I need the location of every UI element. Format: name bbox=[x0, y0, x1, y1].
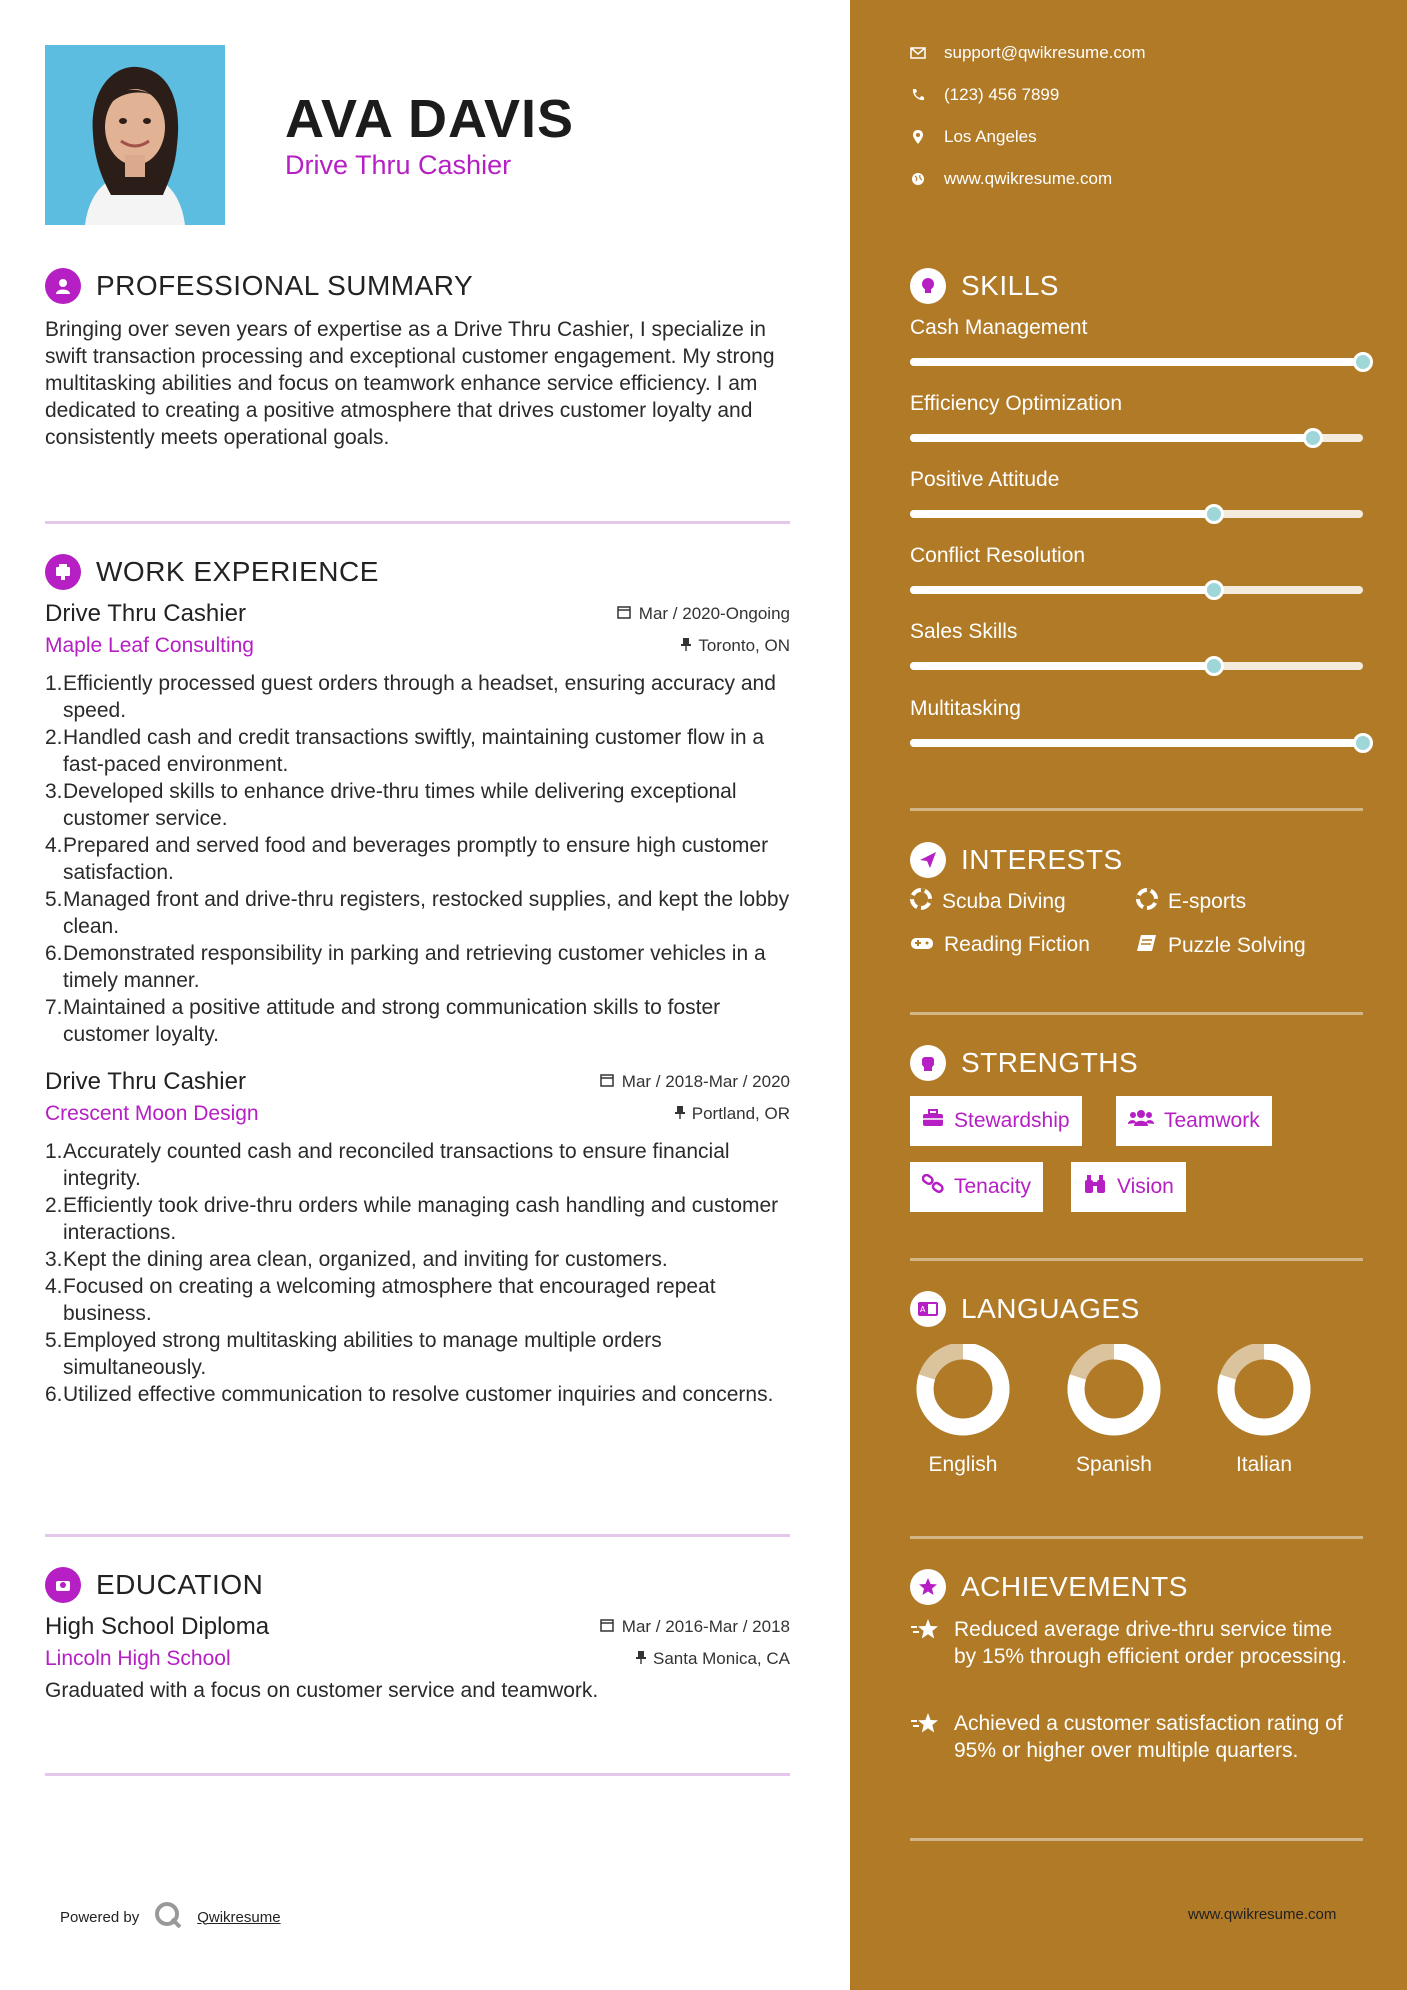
job-entry bbox=[45, 1068, 790, 1408]
lightbulb-icon bbox=[910, 268, 946, 304]
language-label: Spanish bbox=[1076, 1453, 1152, 1476]
interest-label: Puzzle Solving bbox=[1168, 934, 1306, 957]
job-date-text: Mar / 2020-Ongoing bbox=[638, 604, 790, 623]
strengths-title: STRENGTHS bbox=[961, 1047, 1139, 1078]
profile-photo bbox=[45, 45, 225, 225]
star-icon bbox=[910, 1616, 940, 1670]
link-icon bbox=[922, 1174, 944, 1200]
skill-name: Conflict Resolution bbox=[910, 544, 1086, 567]
language-ring bbox=[908, 1344, 1018, 1454]
book-icon bbox=[1136, 933, 1158, 959]
skill-bar bbox=[910, 662, 1363, 670]
lifebuoy-icon bbox=[910, 888, 932, 916]
section-divider bbox=[45, 1534, 790, 1537]
summary-text: Bringing over seven years of expertise as a Drive Thru Cashier, I specialize in swift transaction processing and exceptional customer engagement. My strong multitasking abilities and focus on teamwork enhance service efficiency. I am dedicated to creating a positive atmosphere that drives customer loyalty and consistently meets operational goals. bbox=[45, 318, 775, 449]
achievements-title: ACHIEVEMENTS bbox=[961, 1571, 1188, 1602]
list-item: 2. Handled cash and credit transactions swiftly, maintaining customer flow in a fast-paced environment. bbox=[45, 726, 765, 776]
skill-item bbox=[910, 620, 1363, 670]
lifebuoy-icon bbox=[1136, 888, 1158, 916]
education-date-text: Mar / 2016-Mar / 2018 bbox=[621, 1617, 790, 1636]
summary-header bbox=[45, 266, 790, 306]
duty-list bbox=[45, 670, 790, 1048]
skill-bar bbox=[910, 510, 1363, 518]
list-item: 3. Developed skills to enhance drive-thru times while delivering exceptional customer service. bbox=[45, 780, 737, 830]
section-divider bbox=[910, 1536, 1363, 1539]
job-entry bbox=[45, 600, 790, 1048]
list-item: 5. Managed front and drive-thru registers, restocked supplies, and kept the lobby clean. bbox=[45, 888, 790, 938]
strength-label: Vision bbox=[1117, 1175, 1174, 1198]
languages-header bbox=[910, 1289, 1140, 1329]
qwikresume-logo-icon bbox=[153, 1900, 183, 1934]
list-item: 7. Maintained a positive attitude and strong communication skills to foster customer loyalty. bbox=[45, 996, 721, 1046]
skill-fill bbox=[910, 358, 1363, 366]
map-marker-icon bbox=[910, 129, 926, 145]
skill-name: Efficiency Optimization bbox=[910, 392, 1123, 415]
skill-name: Multitasking bbox=[910, 697, 1021, 720]
candidate-name: AVA DAVIS bbox=[285, 89, 575, 149]
education-header bbox=[45, 1565, 790, 1605]
experience-header bbox=[45, 552, 790, 592]
strength-chip bbox=[910, 1096, 1082, 1146]
strength-chip bbox=[1071, 1162, 1186, 1212]
calendar-icon bbox=[600, 1617, 614, 1637]
binoculars-icon bbox=[1083, 1174, 1107, 1200]
list-item: 6. Demonstrated responsibility in parking and retrieving customer vehicles in a timely manner. bbox=[45, 942, 766, 992]
pin-icon bbox=[635, 1649, 647, 1669]
paper-plane-icon bbox=[910, 842, 946, 878]
interest-item bbox=[1136, 888, 1246, 916]
experience-section bbox=[45, 552, 790, 1408]
contact-email[interactable] bbox=[910, 43, 1146, 63]
skill-fill bbox=[910, 662, 1214, 670]
education-location-text: Santa Monica, CA bbox=[652, 1649, 790, 1668]
job-date-text: Mar / 2018-Mar / 2020 bbox=[621, 1072, 790, 1091]
qwikresume-link[interactable]: Qwikresume bbox=[197, 1908, 281, 1926]
skill-name: Sales Skills bbox=[910, 620, 1018, 643]
skill-name: Positive Attitude bbox=[910, 468, 1060, 491]
pin-icon bbox=[680, 636, 692, 656]
skill-bar bbox=[910, 434, 1363, 442]
section-divider bbox=[910, 1838, 1363, 1841]
skill-name: Cash Management bbox=[910, 316, 1088, 339]
interest-item bbox=[910, 933, 1090, 957]
skill-item bbox=[910, 316, 1363, 366]
job-title: Drive Thru Cashier bbox=[45, 1068, 246, 1095]
skill-slider-handle[interactable] bbox=[1353, 352, 1373, 372]
language-ring bbox=[1209, 1344, 1319, 1454]
footer-powered-by bbox=[60, 1900, 281, 1934]
list-item: 2. Efficiently took drive-thru orders while managing cash handling and customer interactions. bbox=[45, 1194, 779, 1244]
job-location-text: Portland, OR bbox=[691, 1104, 790, 1123]
star-badge-icon bbox=[910, 1569, 946, 1605]
contact-phone[interactable] bbox=[910, 85, 1059, 105]
education-date bbox=[600, 1617, 790, 1637]
achievements-header bbox=[910, 1567, 1188, 1607]
skills-title: SKILLS bbox=[961, 270, 1059, 301]
skill-item bbox=[910, 392, 1363, 442]
skill-fill bbox=[910, 586, 1214, 594]
powered-by-label: Powered by bbox=[60, 1908, 140, 1926]
skill-bar bbox=[910, 739, 1363, 747]
language-item bbox=[908, 1344, 1018, 1477]
section-divider bbox=[45, 521, 790, 524]
list-item: 1. Accurately counted cash and reconciled transactions to ensure financial integrity. bbox=[45, 1140, 730, 1190]
users-icon bbox=[1128, 1109, 1154, 1133]
degree-title: High School Diploma bbox=[45, 1613, 270, 1640]
strength-chip bbox=[1116, 1096, 1272, 1146]
pin-icon bbox=[674, 1104, 686, 1124]
job-date bbox=[600, 1072, 790, 1092]
list-item: 6. Utilized effective communication to resolve customer inquiries and concerns. bbox=[45, 1383, 774, 1406]
skill-slider-handle[interactable] bbox=[1204, 580, 1224, 600]
candidate-role: Drive Thru Cashier bbox=[285, 150, 512, 180]
section-divider bbox=[910, 1258, 1363, 1261]
strength-label: Stewardship bbox=[954, 1109, 1070, 1132]
education-title: EDUCATION bbox=[96, 1569, 264, 1600]
fist-icon bbox=[910, 1045, 946, 1081]
skill-item bbox=[910, 468, 1363, 518]
section-divider bbox=[910, 1012, 1363, 1015]
strength-label: Teamwork bbox=[1164, 1109, 1260, 1132]
language-label: English bbox=[928, 1453, 998, 1476]
achievement-text: Achieved a customer satisfaction rating of 95% or higher over multiple quarters. bbox=[954, 1712, 1343, 1762]
contact-email-text: support@qwikresume.com bbox=[944, 43, 1146, 62]
section-divider bbox=[910, 808, 1363, 811]
interest-item bbox=[1136, 933, 1306, 959]
strength-chip bbox=[910, 1162, 1043, 1212]
education-text: Graduated with a focus on customer service and teamwork. bbox=[45, 1679, 599, 1702]
list-item: 1. Efficiently processed guest orders through a headset, ensuring accuracy and speed. bbox=[45, 672, 776, 722]
list-item: 4. Prepared and served food and beverages promptly to ensure high customer satisfaction. bbox=[45, 834, 769, 884]
briefcase-icon bbox=[45, 554, 81, 590]
interest-label: E-sports bbox=[1168, 890, 1247, 913]
skill-fill bbox=[910, 510, 1214, 518]
interests-header bbox=[910, 840, 1123, 880]
section-divider bbox=[45, 1773, 790, 1776]
svg-text:A: A bbox=[920, 1305, 926, 1314]
calendar-icon bbox=[600, 1072, 614, 1092]
skill-slider-handle[interactable] bbox=[1353, 733, 1373, 753]
contact-location-text: Los Angeles bbox=[944, 127, 1037, 146]
skill-bar bbox=[910, 586, 1363, 594]
job-location-text: Toronto, ON bbox=[698, 636, 790, 655]
job-title: Drive Thru Cashier bbox=[45, 600, 246, 627]
achievement-item bbox=[910, 1616, 1360, 1670]
graduation-cap-icon bbox=[45, 1567, 81, 1603]
globe-icon bbox=[910, 171, 926, 187]
footer-website[interactable]: www.qwikresume.com bbox=[1188, 1906, 1337, 1923]
education-location bbox=[635, 1649, 790, 1669]
briefcase-icon bbox=[922, 1109, 944, 1133]
language-item bbox=[1209, 1344, 1319, 1477]
calendar-icon bbox=[617, 604, 631, 624]
portrait-image bbox=[45, 45, 225, 225]
language-item bbox=[1059, 1344, 1169, 1477]
skill-item bbox=[910, 697, 1363, 747]
interest-item bbox=[910, 888, 1066, 916]
user-icon bbox=[45, 268, 81, 304]
experience-title: WORK EXPERIENCE bbox=[96, 556, 379, 587]
skill-fill bbox=[910, 739, 1363, 747]
interest-label: Scuba Diving bbox=[942, 890, 1066, 913]
achievement-text: Reduced average drive-thru service time by 15% through efficient order processing. bbox=[954, 1618, 1348, 1668]
contact-phone-text: (123) 456 7899 bbox=[944, 85, 1060, 104]
skill-slider-handle[interactable] bbox=[1204, 656, 1224, 676]
strengths-header bbox=[910, 1043, 1138, 1083]
company-name: Maple Leaf Consulting bbox=[45, 634, 254, 657]
star-icon bbox=[910, 1710, 940, 1764]
contact-location bbox=[910, 127, 1037, 147]
skill-slider-handle[interactable] bbox=[1204, 504, 1224, 524]
summary-title: PROFESSIONAL SUMMARY bbox=[96, 270, 474, 301]
list-item: 4. Focused on creating a welcoming atmosphere that encouraged repeat business. bbox=[45, 1275, 716, 1325]
job-location bbox=[680, 636, 790, 656]
list-item: 3. Kept the dining area clean, organized, and inviting for customers. bbox=[45, 1248, 668, 1271]
phone-icon bbox=[910, 87, 926, 103]
interests-title: INTERESTS bbox=[961, 844, 1123, 875]
gamepad-icon bbox=[910, 933, 934, 957]
language-label: Italian bbox=[1235, 1453, 1293, 1476]
skills-header bbox=[910, 266, 1059, 306]
skill-item bbox=[910, 544, 1363, 594]
summary-section bbox=[45, 266, 790, 451]
list-item: 5. Employed strong multitasking abilities to manage multiple orders simultaneously. bbox=[45, 1329, 662, 1379]
school-name: Lincoln High School bbox=[45, 1647, 231, 1670]
language-icon bbox=[910, 1291, 946, 1327]
skill-fill bbox=[910, 434, 1313, 442]
envelope-icon bbox=[910, 45, 926, 61]
contact-website-text: www.qwikresume.com bbox=[944, 169, 1113, 188]
languages-title: LANGUAGES bbox=[961, 1293, 1140, 1324]
contact-website[interactable] bbox=[910, 169, 1112, 189]
achievement-item bbox=[910, 1710, 1360, 1764]
skill-bar bbox=[910, 358, 1363, 366]
duty-list bbox=[45, 1138, 790, 1408]
job-location bbox=[674, 1104, 790, 1124]
interest-label: Reading Fiction bbox=[944, 933, 1090, 956]
language-ring bbox=[1059, 1344, 1169, 1454]
company-name: Crescent Moon Design bbox=[45, 1102, 259, 1125]
education-section bbox=[45, 1565, 790, 1704]
strength-label: Tenacity bbox=[954, 1175, 1032, 1198]
job-date bbox=[617, 604, 790, 624]
